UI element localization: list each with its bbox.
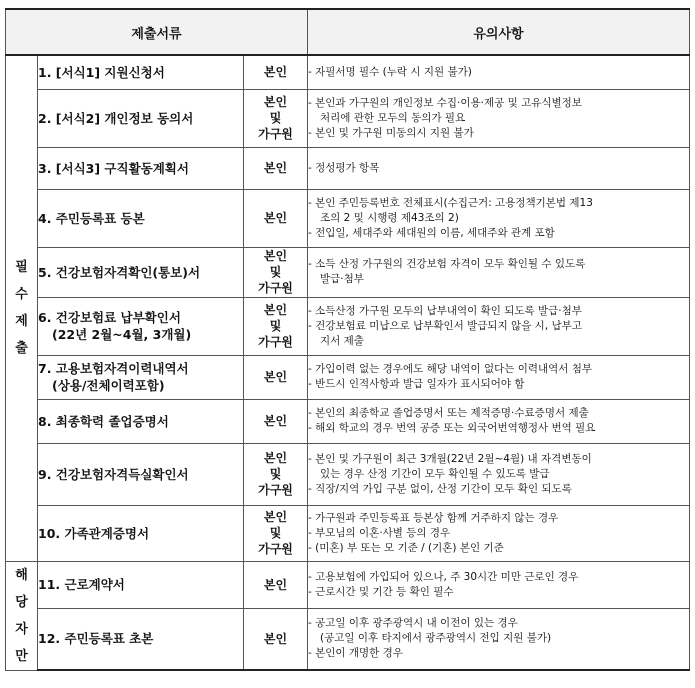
note-cell: - 본인 및 가구원이 최근 3개월(22년 2월~4월) 내 자격변동이 있는 경우 산정 기간이 모두 확인될 수 있도록 발급 - 직장/지역 가입 구분 없이, 산정 기간이 모두 확인 되도록	[308, 443, 690, 505]
table-row	[6, 297, 690, 355]
document-name: 12. 주민등록표 초본	[38, 608, 244, 670]
note-cell: - 정성평가 항목	[308, 147, 690, 189]
table-row	[6, 247, 690, 297]
table-row	[6, 355, 690, 399]
document-name: 4. 주민등록표 등본	[38, 189, 244, 247]
category-applicable: 해 당 자 만	[6, 561, 38, 670]
note-cell: - 자필서명 필수 (누락 시 지원 불가)	[308, 55, 690, 89]
note-cell: - 본인 주민등록번호 전체표시(수집근거: 고용정책기본법 제13 조의 2 및 시행령 제43조의 2) - 전입일, 세대주와 세대원의 이름, 세대주와 관계 포함	[308, 189, 690, 247]
document-name: 6. 건강보험료 납부확인서 (22년 2월~4월, 3개월)	[38, 297, 244, 355]
note-cell: - 본인과 가구원의 개인정보 수집·이용·제공 및 고유식별정보 처리에 관한 모두의 동의가 필요 - 본인 및 가구원 미동의시 지원 불가	[308, 89, 690, 147]
table-row	[6, 505, 690, 561]
note-cell: - 본인의 최종학교 졸업증명서 또는 제적증명·수료증명서 제출 - 해외 학교의 경우 번역 공증 또는 외국어번역행정사 번역 필요	[308, 399, 690, 443]
document-name: 8. 최종학력 졸업증명서	[38, 399, 244, 443]
submitter: 본인 및 가구원	[244, 297, 308, 355]
note-cell: - 가구원과 주민등록표 등본상 함께 거주하지 않는 경우 - 부모님의 이혼·사별 등의 경우 - (미혼) 부 또는 모 기준 / (기혼) 본인 기준	[308, 505, 690, 561]
table-row	[6, 443, 690, 505]
submitter: 본인	[244, 355, 308, 399]
document-name: 5. 건강보험자격확인(통보)서	[38, 247, 244, 297]
note-cell: - 고용보험에 가입되어 있으나, 주 30시간 미만 근로인 경우 - 근로시간 및 기간 등 확인 필수	[308, 561, 690, 608]
submitter: 본인 및 가구원	[244, 443, 308, 505]
note-cell: - 가입이력 없는 경우에도 해당 내역이 없다는 이력내역서 첨부 - 반드시 인적사항과 발급 일자가 표시되어야 함	[308, 355, 690, 399]
submitter: 본인 및 가구원	[244, 505, 308, 561]
note-cell: - 공고일 이후 광주광역시 내 이전이 있는 경우 (공고일 이후 타지에서 광주광역시 전입 지원 불가) - 본인이 개명한 경우	[308, 608, 690, 670]
documents-table	[5, 8, 690, 671]
table-row	[6, 561, 690, 608]
note-cell: - 소득산정 가구원 모두의 납부내역이 확인 되도록 발급·첨부 - 건강보험료 미납으로 납부확인서 발급되지 않을 시, 납부고 지서 제출	[308, 297, 690, 355]
document-name: 11. 근로계약서	[38, 561, 244, 608]
document-name: 3. [서식3] 구직활동계획서	[38, 147, 244, 189]
document-name: 7. 고용보험자격이력내역서 (상용/전체이력포함)	[38, 355, 244, 399]
document-name: 9. 건강보험자격득실확인서	[38, 443, 244, 505]
document-name: 1. [서식1] 지원신청서	[38, 55, 244, 89]
document-name: 2. [서식2] 개인정보 동의서	[38, 89, 244, 147]
table-header-row	[6, 9, 690, 55]
category-required: 필 수 제 출	[6, 55, 38, 561]
note-cell: - 소득 산정 가구원의 건강보험 자격이 모두 확인될 수 있도록 발급·첨부	[308, 247, 690, 297]
submitter: 본인	[244, 189, 308, 247]
table-row	[6, 608, 690, 670]
submitter: 본인 및 가구원	[244, 247, 308, 297]
table-row	[6, 147, 690, 189]
document-name: 10. 가족관계증명서	[38, 505, 244, 561]
table-row	[6, 89, 690, 147]
table-row	[6, 399, 690, 443]
submitter: 본인	[244, 147, 308, 189]
submitter: 본인	[244, 55, 308, 89]
table-row	[6, 189, 690, 247]
table-row	[6, 55, 690, 89]
header-documents: 제출서류	[6, 9, 308, 55]
submitter: 본인 및 가구원	[244, 89, 308, 147]
submitter: 본인	[244, 608, 308, 670]
submitter: 본인	[244, 399, 308, 443]
header-notes: 유의사항	[308, 9, 690, 55]
submitter: 본인	[244, 561, 308, 608]
